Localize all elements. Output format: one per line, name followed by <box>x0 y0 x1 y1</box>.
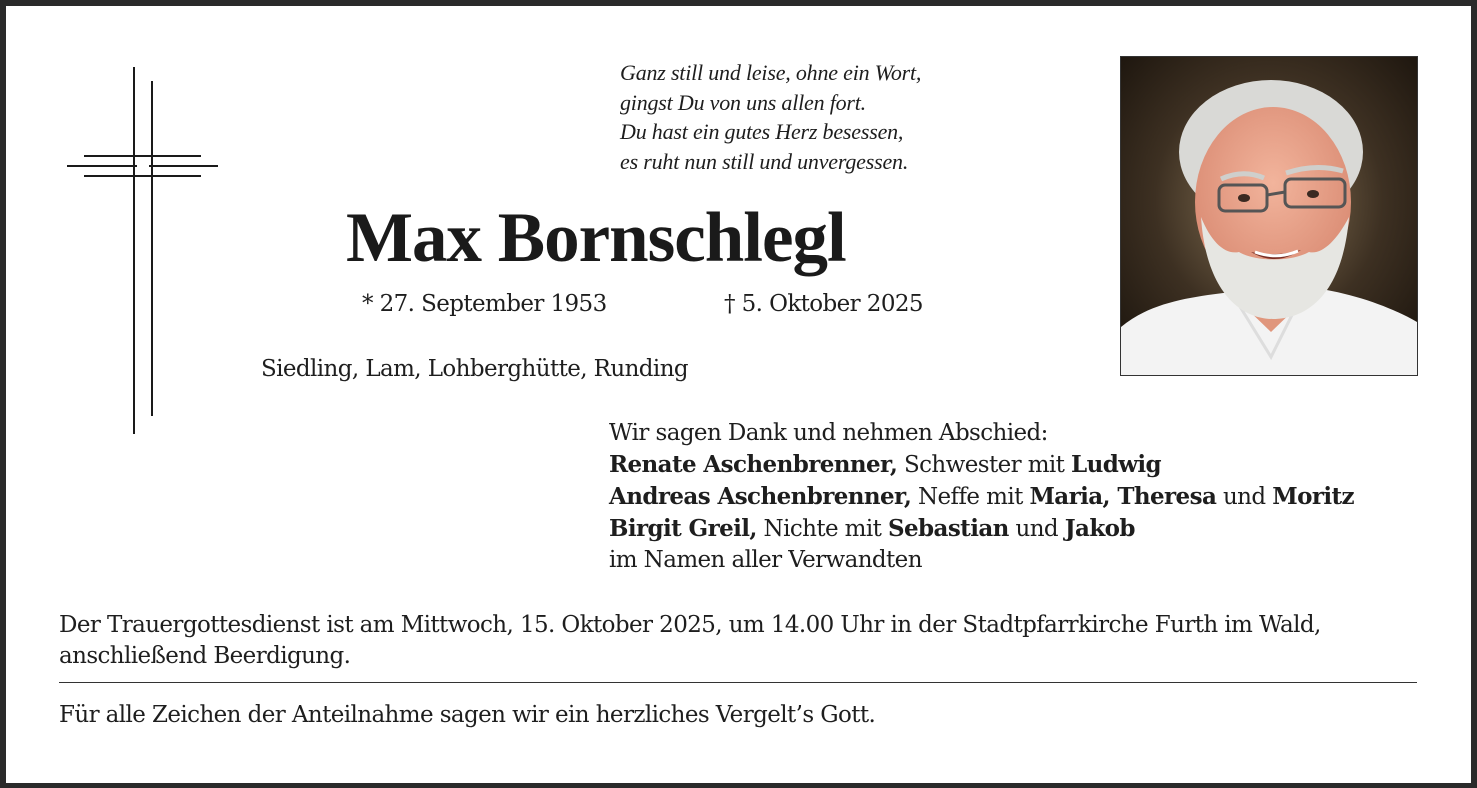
family-row <box>609 481 1354 513</box>
family-member-name: Birgit Greil, <box>609 515 757 542</box>
death-date: † 5. Oktober 2025 <box>724 291 923 317</box>
poem-line: gingst Du von uns allen fort. <box>620 89 866 115</box>
family-child-name: Sebastian <box>888 515 1009 542</box>
funeral-service-info: Der Trauergottesdienst ist am Mittwoch, 15. Oktober 2025, um 14.00 Uhr in der Stadtpfarrkirche Furth im Wald, anschließend Beerdigung. <box>59 612 1321 669</box>
portrait-illustration <box>1121 57 1417 375</box>
poem <box>620 58 921 176</box>
family-row <box>609 449 1354 481</box>
poem-line: es ruht nun still und unvergessen. <box>620 148 909 174</box>
poem-line: Ganz still und leise, ohne ein Wort, <box>620 60 922 85</box>
family-child-name: Moritz <box>1272 483 1354 510</box>
thanks-note: Für alle Zeichen der Anteilnahme sagen wir ein herzliches Vergelt’s Gott. <box>59 702 876 728</box>
family-child-name: Maria, Theresa <box>1029 483 1217 510</box>
deceased-name: Max Bornschlegl <box>346 199 846 277</box>
family-row <box>609 513 1354 545</box>
family-member-name: Andreas Aschenbrenner, <box>609 483 912 510</box>
family-child-name: Jakob <box>1064 515 1135 542</box>
family-member-name: Renate Aschenbrenner, <box>609 451 898 478</box>
poem-line: Du hast ein gutes Herz besessen, <box>620 119 904 144</box>
family-relation: Nichte mit <box>756 516 888 542</box>
family-connector: und <box>1216 484 1273 510</box>
family-closing: im Namen aller Verwandten <box>609 547 922 573</box>
family-child-name: Ludwig <box>1071 451 1162 478</box>
birth-date: * 27. September 1953 <box>362 291 607 317</box>
family-relation: Neffe mit <box>911 484 1030 510</box>
divider <box>59 682 1417 683</box>
places: Siedling, Lam, Lohberghütte, Runding <box>261 356 689 382</box>
cross-icon <box>61 61 221 441</box>
family-relation: Schwester mit <box>897 452 1072 478</box>
family-section <box>609 418 1354 576</box>
family-intro: Wir sagen Dank und nehmen Abschied: <box>609 420 1048 446</box>
portrait-photo <box>1120 56 1418 376</box>
family-connector: und <box>1008 516 1065 542</box>
